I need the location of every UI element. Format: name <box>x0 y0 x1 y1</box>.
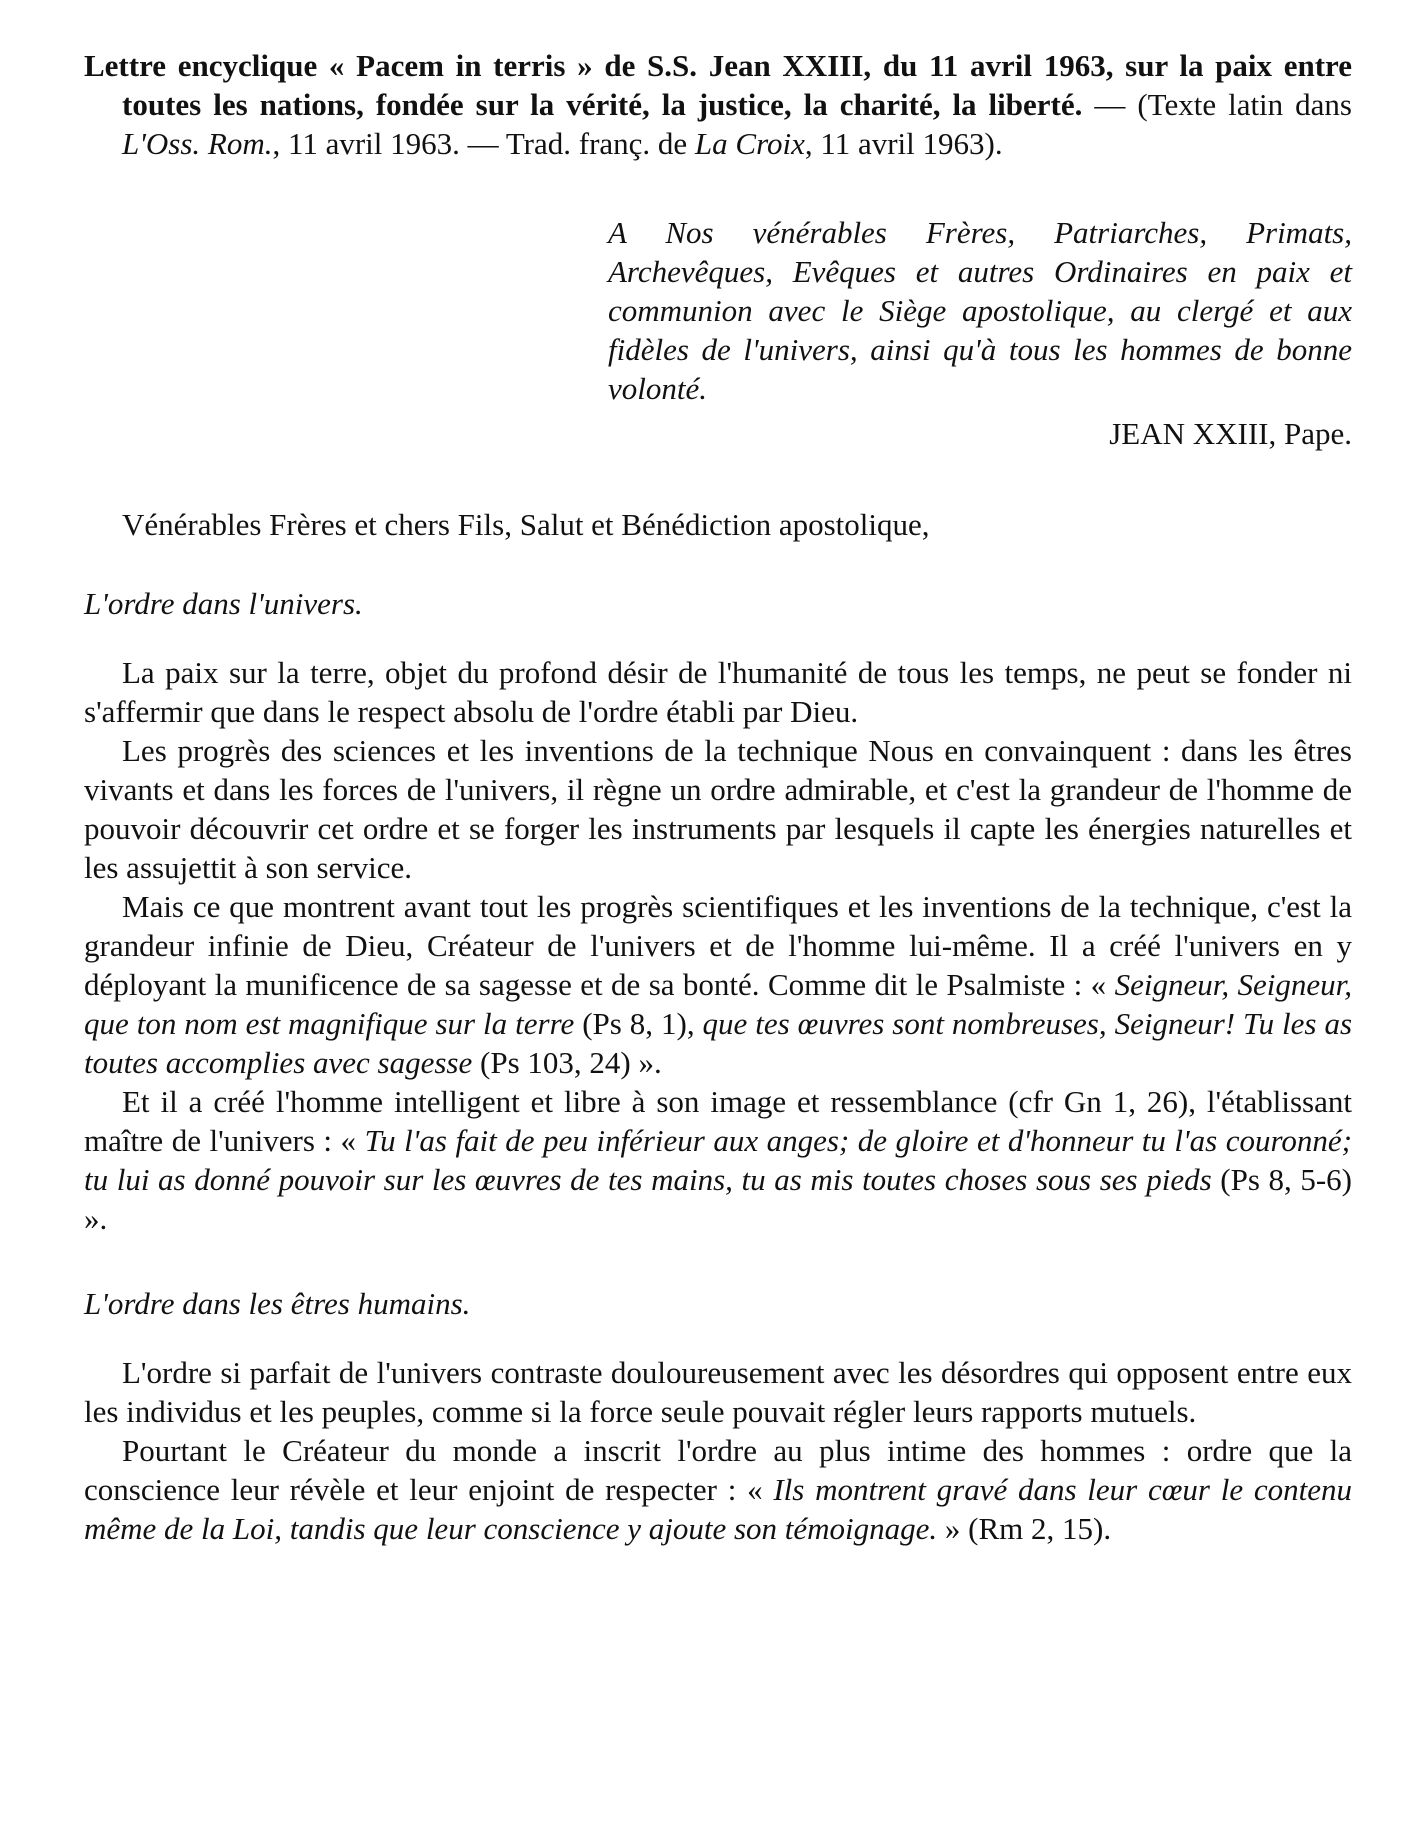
section-body-univers <box>84 653 1352 1238</box>
document-heading <box>84 46 1352 163</box>
source-journal-la-croix: La Croix <box>694 126 805 161</box>
citation: (Ps 8, 1), <box>574 1006 703 1041</box>
quotation: Tu l'as fait de peu inférieur aux anges; de gloire et d'honneur tu l'as couronné; tu lui as donné pouvoir sur les œuvres de tes mains, tu as mis toutes choses sous ses pieds <box>84 1123 1352 1197</box>
quotation: Seigneur, Seigneur, que ton nom est magnifique sur la terre <box>84 967 1352 1041</box>
address-block: A Nos vénérables Frères, Patriarches, Primats, Archevêques, Evêques et autres Ordinaires en paix et communion avec le Siège apostolique, au clergé et aux fidèles de l'univers, ainsi qu'à tous les hommes de bonne volonté. <box>608 215 1352 406</box>
paragraph: Les progrès des sciences et les inventions de la technique Nous en convainquent : dans les êtres vivants et dans les forces de l'univers, il règne un ordre admirable, et c'est la grandeur de l'homme de pouvoir découvrir cet ordre et se forger les instruments par lesquels il capte les énergies naturelles et les assujettit à son service. <box>84 733 1352 885</box>
section-title-etres-humains: L'ordre dans les êtres humains. <box>84 1286 471 1321</box>
source-note-part2: , 11 avril 1963. — Trad. franç. de <box>272 126 695 161</box>
section-body-etres-humains <box>84 1353 1352 1548</box>
citation: » (Rm 2, 15). <box>937 1511 1112 1546</box>
document-page <box>84 46 1352 1548</box>
paragraph: L'ordre si parfait de l'univers contraste douloureusement avec les désordres qui opposent entre eux les individus et les peuples, comme si la force seule pouvait régler leurs rapports mutuels. <box>84 1355 1352 1429</box>
source-note-part1: — (Texte latin dans <box>1082 87 1352 122</box>
paragraph-text: Mais ce que montrent avant tout les progrès scientifiques et les inventions de la technique, c'est la grandeur infinie de Dieu, Créateur de l'univers et de l'homme lui-même. Il a créé l'univers en y déployant la munificence de sa sagesse et de sa bonté. Comme dit le Psalmiste : « <box>84 889 1352 1002</box>
paragraph <box>84 1082 1352 1238</box>
quotation: Ils montrent gravé dans leur cœur le contenu même de la Loi, tandis que leur conscience y ajoute son témoignage. <box>84 1472 1353 1546</box>
paragraph: La paix sur la terre, objet du profond désir de l'humanité de tous les temps, ne peut se fonder ni s'affermir que dans le respect absolu de l'ordre établi par Dieu. <box>84 655 1352 729</box>
paragraph <box>84 887 1352 1082</box>
citation: (Ps 8, 5-6) ». <box>84 1162 1353 1236</box>
encyclical-title: Lettre encyclique « Pacem in terris » de S.S. Jean XXIII, du 11 avril 1963, sur la paix entre toutes les nations, fondée sur la vérité, la justice, la charité, la liberté. <box>84 48 1352 122</box>
source-note-part3: , 11 avril 1963). <box>804 126 1003 161</box>
paragraph <box>84 1431 1352 1548</box>
source-journal-osservatore: L'Oss. Rom. <box>122 126 273 161</box>
citation: (Ps 103, 24) ». <box>472 1045 662 1080</box>
quotation: que tes œuvres sont nombreuses, Seigneur! Tu les as toutes accomplies avec sagesse <box>84 1006 1353 1080</box>
paragraph-text: Et il a créé l'homme intelligent et libre à son image et ressemblance (cfr Gn 1, 26), l'établissant maître de l'univers : « <box>84 1084 1352 1158</box>
salutation: Vénérables Frères et chers Fils, Salut et Bénédiction apostolique, <box>122 507 930 542</box>
section-title-univers: L'ordre dans l'univers. <box>84 586 363 621</box>
signature: JEAN XXIII, Pape. <box>1109 416 1352 451</box>
paragraph-text: Pourtant le Créateur du monde a inscrit l'ordre au plus intime des hommes : ordre que la conscience leur révèle et leur enjoint de respecter : « <box>84 1433 1352 1507</box>
